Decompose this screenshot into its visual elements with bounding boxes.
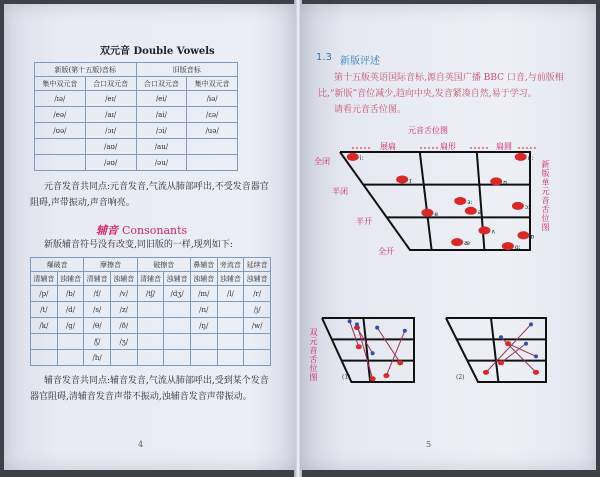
subheader: 浊辅音 bbox=[110, 272, 137, 286]
diphthong-start-3 bbox=[505, 341, 511, 346]
diphthong-arrow-3 bbox=[386, 331, 404, 376]
diagram-caption-1: (1) bbox=[342, 374, 351, 381]
header-old-version: 旧版音标 bbox=[136, 63, 238, 77]
label-front: 展扁 bbox=[380, 142, 396, 151]
cell: /r/ bbox=[244, 286, 271, 302]
small-outline bbox=[322, 318, 414, 382]
diagram-caption-2: (2) bbox=[456, 374, 465, 381]
cell: /ð/ bbox=[110, 318, 137, 334]
cell: /h/ bbox=[84, 350, 111, 366]
header-fricative: 摩擦音 bbox=[84, 258, 137, 272]
cell: /j/ bbox=[244, 302, 271, 318]
vowel-marker-label-0: iː bbox=[359, 154, 364, 162]
diphthong-start-1 bbox=[356, 344, 362, 349]
cell: /v/ bbox=[110, 286, 137, 302]
cell: /ɔi/ bbox=[136, 123, 187, 139]
header-nasal: 鼻辅音 bbox=[190, 258, 217, 272]
trapezoid-outline bbox=[340, 152, 530, 250]
consonant-note-line-2: 器官阻碍,清辅音发音声带不振动,浊辅音发音声带振动。 bbox=[30, 392, 252, 402]
cell: /dʒ/ bbox=[164, 286, 191, 302]
subheader: 清辅音 bbox=[137, 272, 164, 286]
subheader: 清辅音 bbox=[31, 272, 58, 286]
diphthong-start-2 bbox=[533, 370, 539, 375]
vowel-note-line-2: 阻碍,声带振动,声音响亮。 bbox=[30, 198, 135, 208]
cell: /ɛə/ bbox=[187, 107, 238, 123]
divider-front bbox=[420, 152, 432, 250]
cell: /θ/ bbox=[84, 318, 111, 334]
diphthong-start-1 bbox=[498, 360, 504, 365]
cell: /w/ bbox=[244, 318, 271, 334]
diphthong-start-4 bbox=[397, 360, 403, 365]
cell: /m/ bbox=[190, 286, 217, 302]
cell: /ŋ/ bbox=[190, 318, 217, 334]
cell: /aɪ/ bbox=[85, 107, 136, 123]
cell: /p/ bbox=[31, 286, 58, 302]
diphthong-arrow-4 bbox=[377, 328, 400, 363]
subheader: 集中双元音 bbox=[187, 77, 238, 91]
vowel-marker-label-10: ɒ bbox=[530, 233, 535, 241]
subheader: 合口双元音 bbox=[85, 77, 136, 91]
cell: /d/ bbox=[57, 302, 84, 318]
vowel-marker-7 bbox=[515, 153, 527, 161]
vowel-marker-1 bbox=[396, 175, 408, 183]
vowel-marker-label-3: æ bbox=[464, 240, 471, 248]
consonant-note-line-1: 辅音发音共同点:辅音发音,气流从肺部呼出,受到某个发音 bbox=[44, 376, 269, 386]
double-vowel-diagram-1 bbox=[322, 318, 414, 382]
label-half-close: 半闭 bbox=[332, 187, 348, 196]
vowel-marker-label-8: ʊ bbox=[503, 179, 507, 187]
vowel-marker-3 bbox=[451, 238, 463, 246]
cell: /ei/ bbox=[136, 91, 187, 107]
diphthong-end-4 bbox=[375, 326, 379, 330]
page-number-left: 4 bbox=[138, 440, 144, 449]
chart-title: 元音舌位图 bbox=[408, 126, 448, 135]
cell: /au/ bbox=[136, 139, 187, 155]
cell: /ʒ/ bbox=[110, 334, 137, 350]
cell: /l/ bbox=[217, 286, 244, 302]
cell: /n/ bbox=[190, 302, 217, 318]
label-mid: 扁形 bbox=[440, 142, 456, 151]
header-approximant: 延续音 bbox=[244, 258, 271, 272]
double-vowel-diagram-2 bbox=[446, 318, 546, 382]
cell: /ai/ bbox=[136, 107, 187, 123]
diphthong-end-2 bbox=[355, 322, 359, 326]
vowel-marker-label-6: ʌ bbox=[491, 228, 496, 236]
cell: /t/ bbox=[31, 302, 58, 318]
consonants-intro: 新版辅音符号没有改变,同旧版的一样,现列如下: bbox=[44, 240, 233, 250]
diphthong-start-2 bbox=[370, 376, 376, 381]
section-number: 1.3 bbox=[316, 52, 332, 63]
cell: /k/ bbox=[31, 318, 58, 334]
vowel-marker-label-1: ɪ bbox=[409, 177, 412, 185]
subheader: 浊辅音 bbox=[164, 272, 191, 286]
cell: /əu/ bbox=[136, 155, 187, 171]
cell: /tʃ/ bbox=[137, 286, 164, 302]
subheader: 合口双元音 bbox=[136, 77, 187, 91]
cell: /eɪ/ bbox=[85, 91, 136, 107]
label-back: 扁圆 bbox=[496, 142, 512, 151]
page-number-right: 5 bbox=[426, 440, 432, 449]
header-plosive: 爆破音 bbox=[31, 258, 84, 272]
vowel-marker-0 bbox=[347, 153, 359, 161]
vowel-marker-8 bbox=[490, 177, 502, 185]
consonants-title-cn: 辅音 bbox=[96, 224, 118, 237]
cell: /eə/ bbox=[35, 107, 86, 123]
double-vowels-title: 双元音 Double Vowels bbox=[100, 46, 215, 57]
diphthong-start-3 bbox=[383, 373, 389, 378]
cell: /ʊə/ bbox=[35, 123, 86, 139]
vowel-marker-label-11: ɑː bbox=[514, 244, 521, 252]
label-close: 全闭 bbox=[314, 157, 330, 166]
header-lateral: 旁流音 bbox=[217, 258, 244, 272]
vowel-marker-4 bbox=[454, 197, 466, 205]
vowel-marker-11 bbox=[502, 242, 514, 250]
subheader: 浊辅音 bbox=[190, 272, 217, 286]
label-half-open: 半开 bbox=[356, 217, 372, 226]
small-outline bbox=[446, 318, 546, 382]
section-title: 新版评述 bbox=[340, 56, 380, 67]
vowel-marker-2 bbox=[421, 209, 433, 217]
vowel-trapezoid bbox=[340, 148, 538, 251]
diphthong-end-0 bbox=[371, 351, 375, 355]
subheader: 浊辅音 bbox=[217, 272, 244, 286]
cell: /iə/ bbox=[187, 91, 238, 107]
header-affricate: 破擦音 bbox=[137, 258, 190, 272]
vowel-note-line-1: 元音发音共同点:元音发音,气流从肺部呼出,不受发音器官 bbox=[44, 182, 269, 192]
cell: /ɔɪ/ bbox=[85, 123, 136, 139]
intro-line-1: 第十五版英语国际音标,源自英国广播 BBC 口音,与前版相 bbox=[334, 73, 564, 83]
double-vowel-side-label: 双元音舌位图 bbox=[309, 328, 318, 382]
cell: /ʃ/ bbox=[84, 334, 111, 350]
cell: /f/ bbox=[84, 286, 111, 302]
subheader: 浊辅音 bbox=[57, 272, 84, 286]
diphthong-end-3 bbox=[534, 354, 538, 358]
cell: /g/ bbox=[57, 318, 84, 334]
vowel-marker-label-9: ɔː bbox=[524, 203, 531, 211]
vowel-marker-label-5: ə bbox=[477, 208, 482, 216]
vowel-marker-6 bbox=[478, 226, 490, 234]
label-open: 全开 bbox=[378, 247, 394, 256]
cell: /b/ bbox=[57, 286, 84, 302]
diphthong-start-0 bbox=[483, 370, 489, 375]
small-divider bbox=[491, 318, 498, 382]
vowel-marker-9 bbox=[512, 202, 524, 210]
cell: /s/ bbox=[84, 302, 111, 318]
cell: /ɪə/ bbox=[35, 91, 86, 107]
intro-line-2: 比,“新版”音位减少,趋向中央,发音紧凑自然,易于学习。 bbox=[318, 89, 537, 99]
vowel-marker-label-7: uː bbox=[527, 154, 534, 162]
diphthong-end-0 bbox=[529, 322, 533, 326]
cell: /əʊ/ bbox=[85, 155, 136, 171]
consonants-title-en: Consonants bbox=[122, 224, 188, 237]
divider-back bbox=[477, 152, 485, 250]
diphthong-end-2 bbox=[499, 335, 503, 339]
intro-line-3: 请看元音舌位图。 bbox=[334, 105, 407, 115]
vowel-marker-10 bbox=[517, 231, 529, 239]
cell: /z/ bbox=[110, 302, 137, 318]
chart-side-label: 新版单元音舌位图 bbox=[541, 160, 550, 232]
header-new-version: 新版(第十五版)音标 bbox=[35, 63, 137, 77]
vowel-marker-label-2: e bbox=[434, 210, 439, 218]
subheader: 集中双元音 bbox=[35, 77, 86, 91]
subheader: 浊辅音 bbox=[244, 272, 271, 286]
diphthong-end-1 bbox=[348, 319, 352, 323]
subheader: 清辅音 bbox=[84, 272, 111, 286]
diphthong-end-3 bbox=[403, 329, 407, 333]
vowel-marker-5 bbox=[465, 207, 477, 215]
cell: /uə/ bbox=[187, 123, 238, 139]
vowel-marker-label-4: ɜː bbox=[467, 199, 473, 206]
cell: /aʊ/ bbox=[85, 139, 136, 155]
diphthong-end-1 bbox=[524, 342, 528, 346]
